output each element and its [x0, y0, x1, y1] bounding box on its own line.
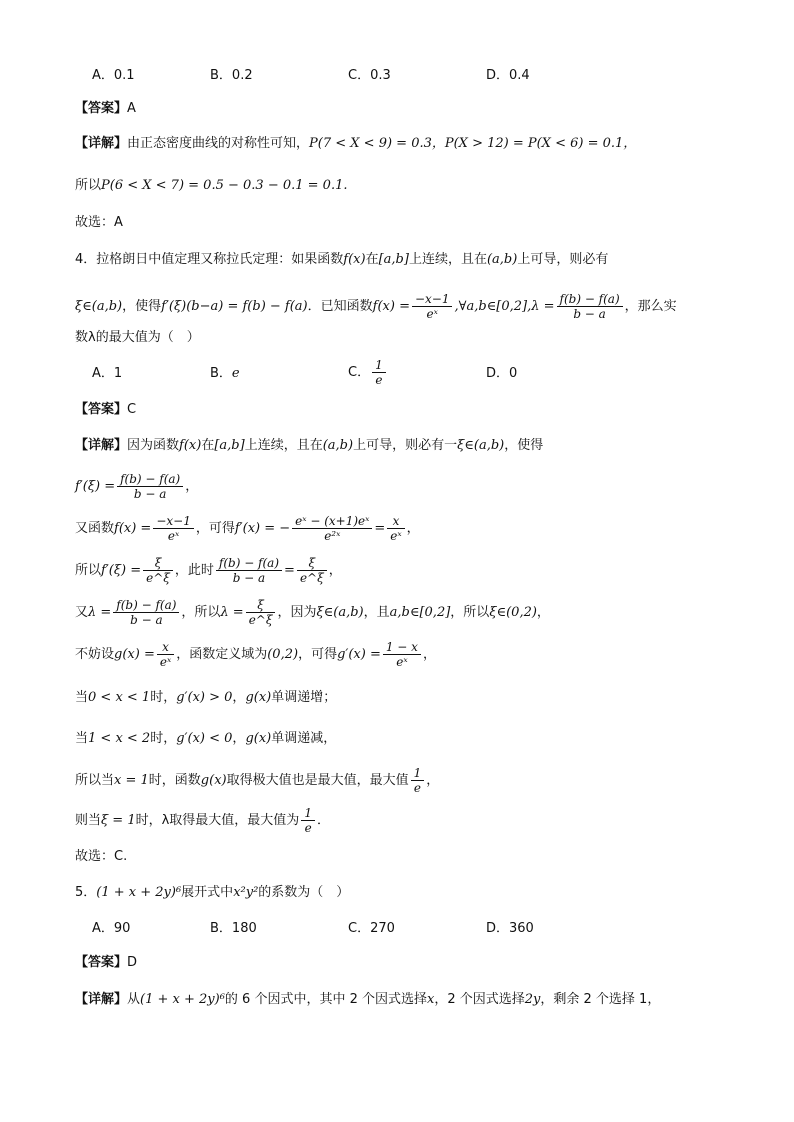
q4-detail-line10: 则当ξ = 1时，λ取得最大值，最大值为 $\frac{1}{e}$ ． [75, 806, 330, 835]
q4-detail-line8: 当1 < x < 2时，g′(x) < 0，g(x)单调递减， [75, 731, 337, 746]
answer-tag: 【答案】 [75, 955, 128, 970]
q5-answer [75, 953, 137, 973]
q5-option-b: B．180 [210, 921, 257, 936]
denominator: b − a [573, 307, 606, 321]
fraction: $\frac{f(b) - f(a)}{b - a}$ [117, 472, 183, 501]
q5-option-d: D．360 [486, 921, 534, 936]
answer-value: A [127, 101, 136, 116]
detail-tag: 【详解】 [75, 438, 128, 453]
math: f′(ξ)(b−a) = f(b) − f(a) [161, 299, 308, 314]
text: 4．拉格朗日中值定理又称拉氏定理：如果函数 [75, 252, 344, 267]
q3-option-d: D．0.4 [486, 68, 530, 83]
math: P(6 < X < 7) = 0.5 − 0.3 − 0.1 = 0.1. [101, 178, 348, 193]
text: 所以 [75, 178, 102, 193]
q4-option-d: D．0 [486, 366, 518, 381]
q3-option-c: C．0.3 [348, 68, 391, 83]
q4-detail-line3: 又函数f(x) = $\frac{-x-1}{\text{eˣ}}$ ，可得f′(x) = − $\frac{\text{eˣ − (x+1)eˣ}}{\text{e²ˣ}}$ = $\frac{x}{\text{eˣ}}$ ， [75, 514, 420, 543]
text: 在 [365, 252, 379, 267]
math: ξ∈(a,b) [75, 299, 123, 314]
q4-option-b: B．e [210, 366, 240, 381]
fraction: $\frac{\xi}{e\^{}\xi}$ [246, 598, 276, 627]
answer-tag: 【答案】 [75, 402, 128, 417]
q3-conclusion: 故选：A [75, 215, 123, 230]
q4-detail-line7: 当0 < x < 1时，g′(x) > 0，g(x)单调递增； [75, 690, 337, 705]
fraction: $\frac{1 - x}{\text{eˣ}}$ [383, 640, 421, 669]
math: ,∀a,b∈[0,2],λ = [454, 299, 555, 314]
q4-detail-line1: 【详解】因为函数f(x)在[a,b]上连续，且在(a,b)上可导，则必有一ξ∈(a,b)，使得 [75, 438, 544, 453]
q5-option-a: A．90 [92, 921, 131, 936]
denominator: eˣ [426, 307, 438, 321]
fraction: $\frac{f(b) - f(a)}{b - a}$ [216, 556, 282, 585]
fraction: $\frac{-x-1}{\text{eˣ}}$ [153, 514, 194, 543]
fraction: $\frac{x}{\text{eˣ}}$ [387, 514, 404, 543]
q3-option-b: B．0.2 [210, 68, 253, 83]
q4-stem-line3: 数λ的最大值为（ ） [75, 330, 200, 345]
q4-option-c: C． $\frac{1}{e}$ [348, 356, 388, 390]
q4-detail-line2: f′(ξ) = $\frac{f(b) - f(a)}{b - a}$ ， [75, 472, 199, 501]
q3-option-a: A．0.1 [92, 68, 135, 83]
q4-option-a: A．1 [92, 366, 123, 381]
numerator: f(b) − f(a) [557, 292, 623, 307]
math: [a,b] [378, 252, 409, 267]
q3-answer [75, 99, 136, 119]
q4-conclusion: 故选：C. [75, 849, 128, 864]
answer-value: C [127, 402, 137, 417]
math: P(7 < X < 9) = 0.3，P(X > 12) = P(X < 6) = 0.1， [309, 136, 637, 151]
q4-answer [75, 400, 136, 420]
q5-detail-line1: 【详解】从(1 + x + 2y)⁶的 6 个因式中，其中 2 个因式选择x，2 个因式选择2y，剩余 2 个选择 1， [75, 992, 661, 1007]
answer-tag: 【答案】 [75, 101, 128, 116]
fraction: $\frac{1}{e}$ [372, 358, 386, 387]
q5-option-c: C．270 [348, 921, 395, 936]
text: 由正态密度曲线的对称性可知， [127, 136, 310, 151]
fraction: $\frac{\xi}{e\^{}\xi}$ [297, 556, 327, 585]
math: (a,b) [486, 252, 518, 267]
math: f(x) = [372, 299, 410, 314]
fraction: $\frac{1}{e}$ [301, 806, 315, 835]
text: 上连续，且在 [408, 252, 487, 267]
numerator: −x−1 [412, 292, 453, 307]
text: ．已知函数 [307, 299, 373, 314]
fraction [412, 292, 453, 321]
fraction: $\frac{\xi}{e\^{}\xi}$ [143, 556, 173, 585]
fraction: $\frac{1}{e}$ [411, 766, 425, 795]
q5-stem: 5．(1 + x + 2y)⁶展开式中x²y²的系数为（ ） [75, 885, 350, 900]
fraction: $\frac{x}{\text{eˣ}}$ [157, 640, 174, 669]
detail-tag: 【详解】 [75, 136, 128, 151]
q4-stem-line1 [75, 250, 608, 270]
q4-detail-line6: 不妨设g(x) = $\frac{x}{\text{eˣ}}$ ，函数定义域为(0,2)，可得g′(x) = $\frac{1 - x}{\text{eˣ}}$ ， [75, 640, 436, 669]
fraction: $\frac{\text{eˣ − (x+1)eˣ}}{\text{e²ˣ}}$ [292, 514, 372, 543]
text: ，使得 [122, 299, 162, 314]
q4-detail-line5: 又λ = $\frac{f(b) - f(a)}{b - a}$ ，所以λ = $\frac{\xi}{e\^{}\xi}$ ，因为ξ∈(a,b)，且a,b∈[0,2]，所以ξ∈(0,2)， [75, 598, 550, 627]
answer-value: D [127, 955, 138, 970]
q3-detail-line1 [75, 134, 636, 154]
fraction: $\frac{f(b) - f(a)}{b - a}$ [113, 598, 179, 627]
q4-stem-line2 [75, 290, 677, 324]
q4-detail-line4: 所以f′(ξ) = $\frac{\xi}{e\^{}\xi}$ ，此时 $\frac{f(b) - f(a)}{b - a}$ = $\frac{\xi}{e\^{}\xi}$ ， [75, 556, 342, 585]
math: f(x) [343, 252, 366, 267]
q3-detail-line2 [75, 176, 347, 196]
detail-tag: 【详解】 [75, 992, 128, 1007]
text: 上可导，则必有 [517, 252, 609, 267]
text: ，那么实 [624, 299, 677, 314]
fraction [557, 292, 623, 321]
q4-detail-line9: 所以当x = 1时，函数g(x)取得极大值也是最大值，最大值 $\frac{1}{e}$ ， [75, 766, 440, 795]
